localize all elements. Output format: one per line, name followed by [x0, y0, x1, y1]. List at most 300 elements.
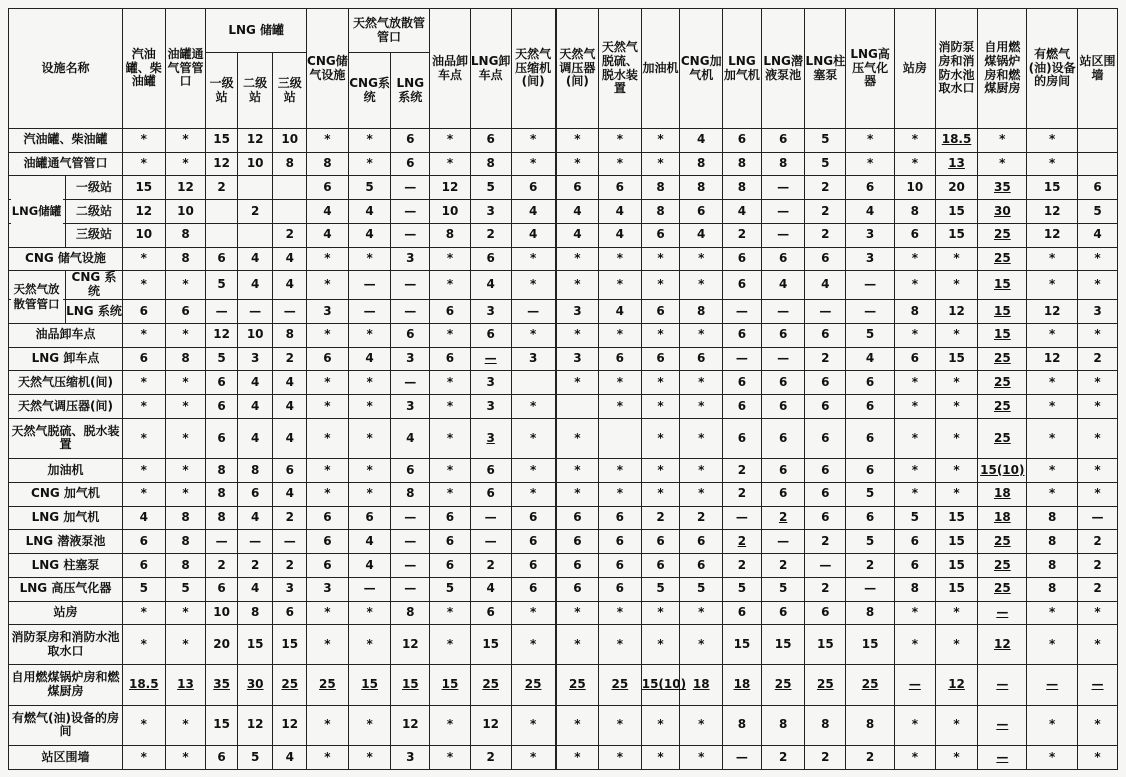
table-cell: * [1027, 371, 1078, 395]
table-cell: 15(10) [641, 665, 680, 705]
table-cell [511, 371, 556, 395]
table-cell: * [641, 371, 680, 395]
table-cell: 4 [273, 395, 307, 419]
table-cell: * [641, 745, 680, 769]
header-sub: 二级站 [237, 53, 273, 129]
table-cell: * [895, 323, 936, 347]
table-cell: 15 [935, 223, 978, 247]
table-cell: * [641, 152, 680, 176]
table-cell: * [895, 247, 936, 271]
table-cell: — [723, 300, 762, 324]
table-cell: 12 [978, 625, 1027, 665]
table-cell: 6 [895, 530, 936, 554]
table-cell: 15 [237, 625, 273, 665]
table-cell: * [935, 323, 978, 347]
table-cell: 8 [165, 554, 206, 578]
table-cell: 6 [556, 577, 599, 601]
table-cell: 6 [805, 395, 846, 419]
table-cell: * [935, 271, 978, 300]
table-cell: 25 [978, 418, 1027, 458]
table-cell: 2 [470, 223, 511, 247]
table-cell: * [307, 418, 349, 458]
table-cell: * [599, 705, 642, 745]
table-cell: 25 [846, 665, 895, 705]
table-cell: * [307, 705, 349, 745]
table-cell: 6 [122, 347, 165, 371]
table-cell: 2 [470, 554, 511, 578]
table-cell: 6 [599, 577, 642, 601]
table-cell: 6 [761, 395, 805, 419]
table-cell: * [556, 323, 599, 347]
table-cell: 4 [599, 200, 642, 224]
table-cell: 6 [805, 323, 846, 347]
table-cell: 12 [273, 705, 307, 745]
table-cell: * [641, 601, 680, 625]
table-cell: * [430, 271, 471, 300]
table-cell: 15 [978, 323, 1027, 347]
table-row [9, 395, 1118, 419]
row-label: 油品卸车点 [9, 323, 123, 347]
row-label: 站房 [9, 601, 123, 625]
table-cell: * [1078, 395, 1118, 419]
table-cell: 15(10) [978, 459, 1027, 483]
table-cell: * [1027, 418, 1078, 458]
table-cell: * [556, 247, 599, 271]
table-cell: * [430, 323, 471, 347]
table-cell: 6 [206, 418, 238, 458]
table-cell: 8 [680, 152, 723, 176]
table-cell: 4 [348, 347, 391, 371]
table-cell: 6 [680, 530, 723, 554]
table-cell: 25 [511, 665, 556, 705]
table-cell: — [761, 223, 805, 247]
table-cell: 8 [723, 152, 762, 176]
table-cell: 4 [237, 247, 273, 271]
table-cell: * [599, 371, 642, 395]
table-cell: 2 [805, 223, 846, 247]
table-cell: * [599, 745, 642, 769]
table-cell: 6 [206, 371, 238, 395]
table-row [9, 371, 1118, 395]
table-cell: 6 [165, 300, 206, 324]
row-label: 油罐通气管管口 [9, 152, 123, 176]
table-cell: 6 [805, 247, 846, 271]
table-cell: 3 [391, 745, 430, 769]
table-cell: 4 [680, 223, 723, 247]
table-cell: 2 [237, 554, 273, 578]
table-cell: 18 [978, 482, 1027, 506]
table-cell: 4 [273, 371, 307, 395]
table-cell [237, 176, 273, 200]
table-cell: * [1027, 705, 1078, 745]
table-cell: * [556, 459, 599, 483]
header-sub: 一级站 [206, 53, 238, 129]
table-cell: 2 [680, 506, 723, 530]
table-cell: 2 [761, 506, 805, 530]
table-cell: 25 [978, 530, 1027, 554]
table-cell: 6 [511, 530, 556, 554]
table-cell: * [165, 152, 206, 176]
table-cell: * [511, 601, 556, 625]
table-cell: 25 [978, 347, 1027, 371]
table-cell: 4 [846, 200, 895, 224]
table-cell: 4 [273, 271, 307, 300]
table-cell: 2 [723, 554, 762, 578]
table-cell: 6 [805, 418, 846, 458]
table-cell: * [556, 418, 599, 458]
table-cell: 6 [805, 506, 846, 530]
table-cell: * [348, 745, 391, 769]
table-cell: 4 [237, 371, 273, 395]
table-cell: — [391, 554, 430, 578]
table-row [9, 601, 1118, 625]
table-cell: 6 [307, 347, 349, 371]
table-cell: 2 [723, 482, 762, 506]
table-cell: 8 [723, 705, 762, 745]
table-cell: 4 [511, 200, 556, 224]
table-cell: 6 [761, 371, 805, 395]
table-cell: * [556, 371, 599, 395]
table-cell: 15 [935, 200, 978, 224]
table-cell: * [556, 745, 599, 769]
table-cell: 6 [511, 554, 556, 578]
table-cell: 6 [641, 300, 680, 324]
table-cell: * [599, 129, 642, 153]
table-cell [273, 200, 307, 224]
table-cell: 4 [122, 506, 165, 530]
table-cell: * [556, 705, 599, 745]
table-cell [237, 223, 273, 247]
header-col: LNG潜液泵池 [761, 9, 805, 129]
table-cell: * [895, 625, 936, 665]
table-cell: — [978, 601, 1027, 625]
table-cell: 6 [470, 247, 511, 271]
table-cell: 2 [273, 554, 307, 578]
spacing-table [8, 8, 1118, 770]
table-cell: 5 [1078, 200, 1118, 224]
table-row [9, 625, 1118, 665]
table-cell: 6 [761, 601, 805, 625]
table-row [9, 200, 1118, 224]
table-cell: 35 [978, 176, 1027, 200]
table-cell: 6 [846, 371, 895, 395]
table-cell: 6 [206, 395, 238, 419]
table-cell: 8 [680, 176, 723, 200]
table-row [9, 577, 1118, 601]
table-cell: 8 [761, 152, 805, 176]
table-row [9, 152, 1118, 176]
table-cell: — [1078, 506, 1118, 530]
table-cell: * [165, 705, 206, 745]
table-cell: * [430, 418, 471, 458]
table-cell: 8 [1027, 530, 1078, 554]
table-cell: 5 [165, 577, 206, 601]
table-cell: 8 [165, 506, 206, 530]
table-cell: 8 [1027, 554, 1078, 578]
table-cell: — [391, 200, 430, 224]
table-cell: 6 [641, 554, 680, 578]
table-cell: * [1027, 395, 1078, 419]
table-cell: 3 [470, 418, 511, 458]
table-cell: 12 [206, 323, 238, 347]
table-cell: 4 [470, 271, 511, 300]
table-cell: — [348, 271, 391, 300]
table-cell: 6 [430, 347, 471, 371]
table-cell: 4 [599, 223, 642, 247]
table-cell: * [430, 152, 471, 176]
table-cell: 25 [556, 665, 599, 705]
table-cell: 2 [805, 200, 846, 224]
table-cell: 10 [430, 200, 471, 224]
table-cell: * [680, 371, 723, 395]
table-cell: 6 [237, 482, 273, 506]
table-cell: 15 [470, 625, 511, 665]
table-cell: 15 [206, 129, 238, 153]
table-cell: — [391, 371, 430, 395]
table-cell: * [895, 271, 936, 300]
table-row [9, 665, 1118, 705]
table-cell: * [122, 601, 165, 625]
table-cell: * [895, 745, 936, 769]
table-cell: — [805, 554, 846, 578]
table-cell: * [165, 745, 206, 769]
table-cell: 2 [1078, 530, 1118, 554]
table-cell: 3 [470, 395, 511, 419]
table-cell: 25 [761, 665, 805, 705]
row-label: 汽油罐、柴油罐 [9, 129, 123, 153]
table-cell: * [895, 459, 936, 483]
table-cell: 18 [723, 665, 762, 705]
table-cell: 15 [978, 271, 1027, 300]
table-cell: 12 [470, 705, 511, 745]
table-cell: 2 [206, 176, 238, 200]
table-cell: 6 [556, 176, 599, 200]
table-cell: * [1078, 705, 1118, 745]
table-cell: 4 [556, 200, 599, 224]
table-cell: — [978, 745, 1027, 769]
table-cell: 6 [761, 323, 805, 347]
header-lng-tank: LNG 储罐 [206, 9, 307, 53]
table-cell: 6 [761, 482, 805, 506]
table-cell: 6 [846, 176, 895, 200]
table-cell: * [599, 271, 642, 300]
table-cell: * [307, 459, 349, 483]
table-cell: * [511, 271, 556, 300]
table-cell: * [1078, 745, 1118, 769]
table-cell: 4 [470, 577, 511, 601]
table-cell: * [680, 625, 723, 665]
table-row [9, 271, 1118, 300]
table-cell: 6 [470, 323, 511, 347]
table-cell: * [511, 745, 556, 769]
table-cell: — [391, 530, 430, 554]
table-cell: 12 [391, 705, 430, 745]
table-cell: * [1027, 323, 1078, 347]
row-label: 有燃气(油)设备的房间 [9, 705, 123, 745]
table-cell: 6 [430, 506, 471, 530]
table-cell: * [1027, 247, 1078, 271]
table-cell: 6 [470, 482, 511, 506]
table-cell: 2 [206, 554, 238, 578]
row-label: 天然气脱硫、脱水装置 [9, 418, 123, 458]
table-cell: 2 [761, 745, 805, 769]
table-cell: 6 [805, 371, 846, 395]
table-cell: * [122, 625, 165, 665]
table-cell: 15 [1027, 176, 1078, 200]
table-cell: 4 [273, 482, 307, 506]
table-cell: 3 [307, 577, 349, 601]
table-cell: 6 [805, 601, 846, 625]
table-cell: 8 [846, 601, 895, 625]
table-cell: 3 [470, 200, 511, 224]
table-cell: 4 [348, 223, 391, 247]
table-cell: * [348, 601, 391, 625]
table-cell: * [680, 705, 723, 745]
table-cell: 6 [846, 395, 895, 419]
table-cell: * [430, 247, 471, 271]
table-cell: — [391, 176, 430, 200]
table-cell: 15 [391, 665, 430, 705]
table-cell [599, 418, 642, 458]
table-cell: * [1027, 482, 1078, 506]
table-cell: 18.5 [935, 129, 978, 153]
table-cell: 8 [391, 482, 430, 506]
table-cell: 6 [599, 530, 642, 554]
table-cell: 8 [237, 459, 273, 483]
table-cell: 15 [935, 347, 978, 371]
table-cell: 3 [307, 300, 349, 324]
table-row [9, 176, 1118, 200]
table-cell: 2 [723, 530, 762, 554]
table-cell: * [895, 152, 936, 176]
table-cell: 3 [556, 300, 599, 324]
table-cell: 3 [273, 577, 307, 601]
table-cell: * [511, 152, 556, 176]
table-cell: 2 [273, 506, 307, 530]
table-cell: * [846, 152, 895, 176]
table-cell: 15 [978, 300, 1027, 324]
header-sub: 三级站 [273, 53, 307, 129]
table-cell: 12 [206, 152, 238, 176]
table-cell: * [165, 395, 206, 419]
table-cell: * [348, 482, 391, 506]
table-cell: * [165, 129, 206, 153]
table-cell: — [846, 577, 895, 601]
header-col: 自用燃煤锅炉房和燃煤厨房 [978, 9, 1027, 129]
table-cell: * [556, 129, 599, 153]
row-label: 站区围墙 [9, 745, 123, 769]
table-cell: 8 [805, 705, 846, 745]
table-cell: 5 [641, 577, 680, 601]
table-cell: 2 [723, 459, 762, 483]
table-cell: 6 [470, 601, 511, 625]
row-label: CNG 储气设施 [9, 247, 123, 271]
table-cell: * [935, 705, 978, 745]
table-cell: * [430, 395, 471, 419]
table-cell: * [641, 418, 680, 458]
table-cell: * [895, 418, 936, 458]
table-row [9, 554, 1118, 578]
table-cell: * [1027, 459, 1078, 483]
table-cell: 6 [1078, 176, 1118, 200]
table-cell: 5 [680, 577, 723, 601]
table-cell: 6 [680, 347, 723, 371]
table-row [9, 530, 1118, 554]
table-cell: 4 [556, 223, 599, 247]
table-cell: * [348, 371, 391, 395]
table-row [9, 223, 1118, 247]
table-cell: 2 [805, 577, 846, 601]
table-cell: 6 [206, 577, 238, 601]
table-cell: * [641, 271, 680, 300]
table-cell: 3 [511, 347, 556, 371]
table-cell: 5 [846, 530, 895, 554]
row-label: 消防泵房和消防水池取水口 [9, 625, 123, 665]
table-cell: 3 [1078, 300, 1118, 324]
table-cell: * [348, 395, 391, 419]
table-cell: 12 [122, 200, 165, 224]
table-cell: — [391, 577, 430, 601]
table-cell: — [391, 271, 430, 300]
table-cell: 3 [391, 395, 430, 419]
table-cell: * [978, 152, 1027, 176]
table-cell: * [641, 323, 680, 347]
table-cell: 4 [237, 577, 273, 601]
table-cell: 6 [511, 506, 556, 530]
table-cell: * [307, 601, 349, 625]
table-cell: * [307, 247, 349, 271]
table-row [9, 745, 1118, 769]
table-cell: — [978, 705, 1027, 745]
table-cell: 5 [805, 129, 846, 153]
header-col: 消防泵房和消防水池取水口 [935, 9, 978, 129]
table-cell: * [511, 705, 556, 745]
table-cell: 12 [935, 665, 978, 705]
table-cell: * [895, 395, 936, 419]
table-cell: — [895, 665, 936, 705]
table-cell: — [761, 176, 805, 200]
table-cell: 5 [348, 176, 391, 200]
table-cell: 2 [846, 554, 895, 578]
table-cell: 12 [1027, 347, 1078, 371]
table-cell: — [761, 300, 805, 324]
table-cell: 2 [1078, 554, 1118, 578]
table-cell: * [122, 323, 165, 347]
table-cell: 6 [307, 530, 349, 554]
table-cell: 6 [641, 347, 680, 371]
table-cell: 6 [556, 530, 599, 554]
table-cell: * [935, 395, 978, 419]
table-cell: 12 [237, 129, 273, 153]
table-cell: 20 [206, 625, 238, 665]
table-cell: — [470, 347, 511, 371]
table-cell: 8 [846, 705, 895, 745]
table-cell: * [122, 371, 165, 395]
table-cell: 4 [805, 271, 846, 300]
table-cell: * [430, 482, 471, 506]
table-cell: — [348, 577, 391, 601]
table-cell: * [641, 247, 680, 271]
table-cell: 30 [237, 665, 273, 705]
table-cell: * [122, 418, 165, 458]
table-cell: 12 [430, 176, 471, 200]
table-cell: * [1078, 371, 1118, 395]
table-cell: 25 [978, 554, 1027, 578]
table-row [9, 247, 1118, 271]
table-cell: * [307, 482, 349, 506]
table-cell: 3 [391, 347, 430, 371]
table-cell: * [641, 395, 680, 419]
